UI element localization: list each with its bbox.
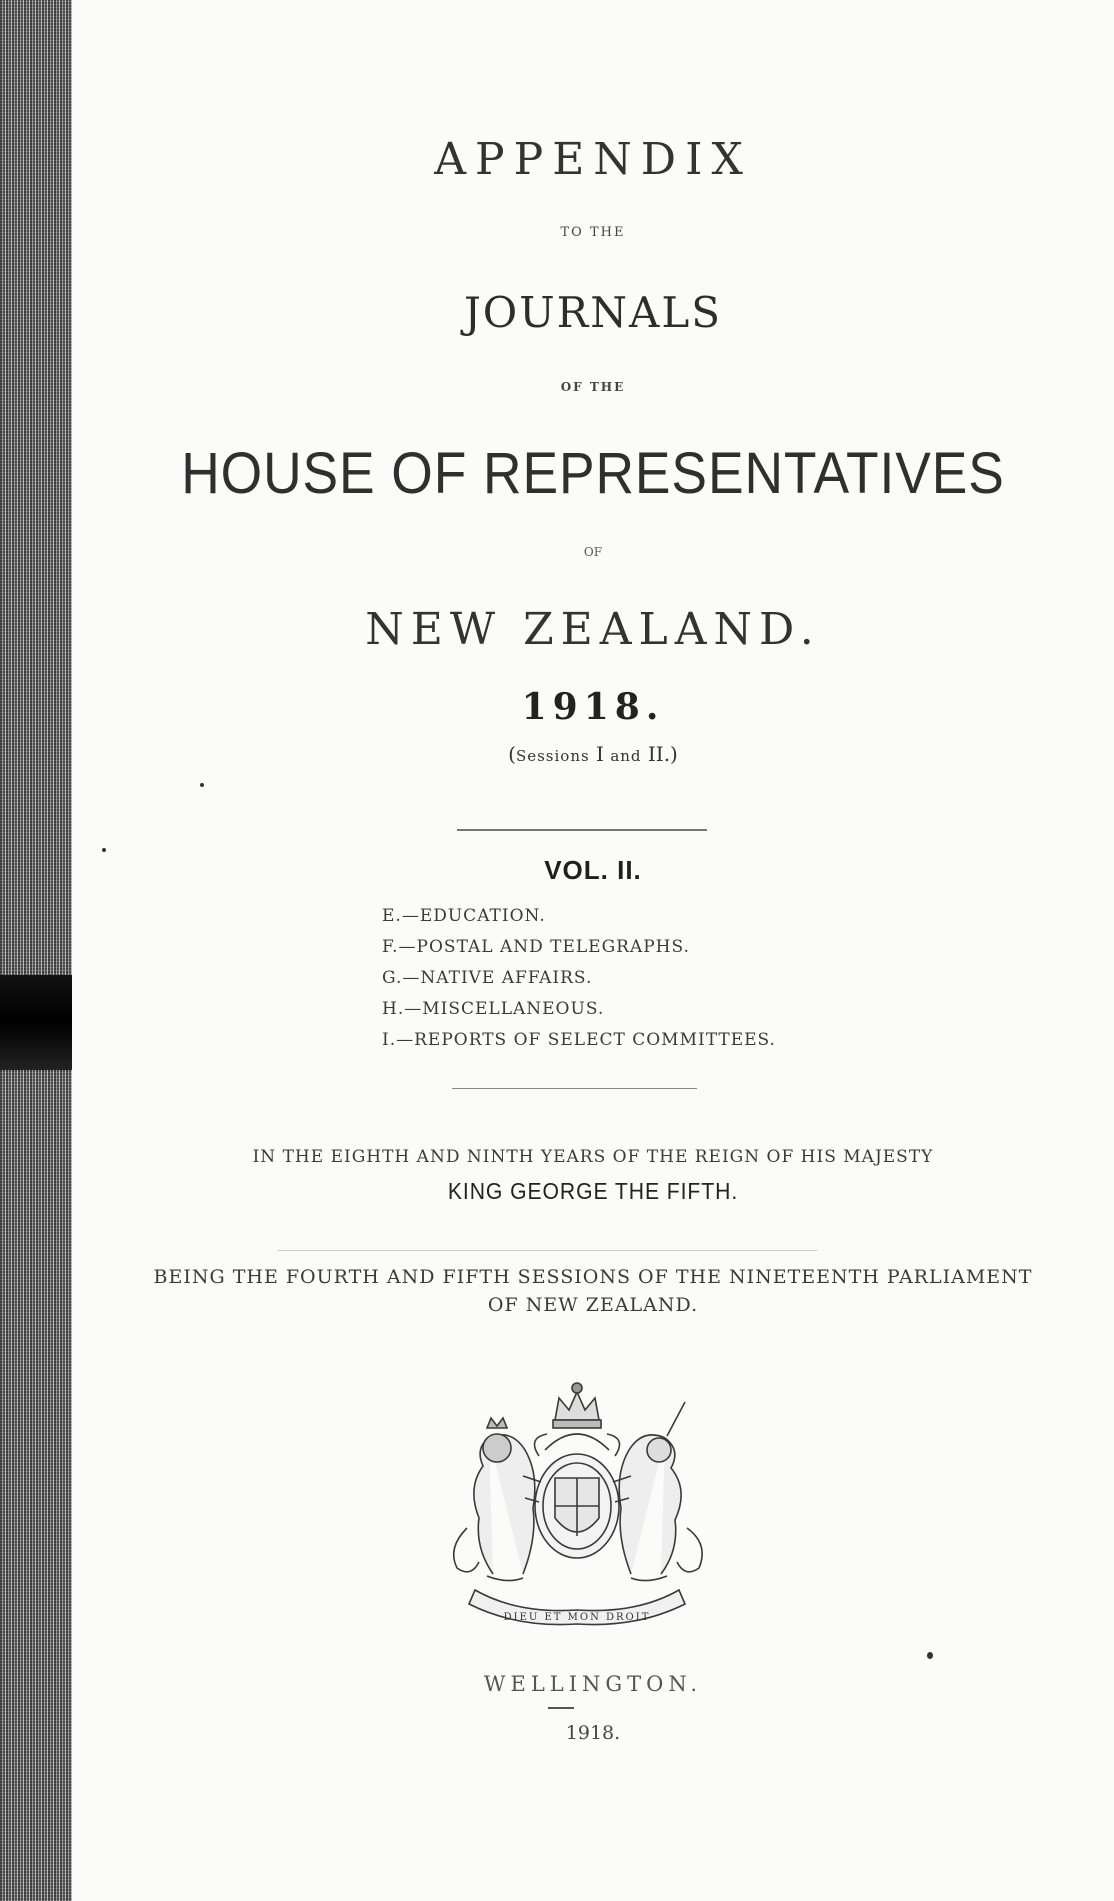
royal-coat-of-arms-icon [427, 1378, 727, 1628]
divider-rule [452, 1088, 697, 1089]
volume-label: VOL. II. [544, 855, 642, 885]
title-country: NEW ZEALAND. [365, 604, 821, 655]
sessions-word: Sessions [515, 747, 590, 765]
crest-motto: DIEU ET MON DROIT [503, 1612, 651, 1623]
contents-item: H.—MISCELLANEOUS. [382, 999, 605, 1019]
divider-rule [457, 829, 707, 831]
binding-edge [0, 0, 72, 1901]
sessions-two: II.) [641, 742, 678, 766]
ink-speck [927, 1652, 933, 1659]
imprint-year: 1918. [565, 1722, 621, 1744]
title-to-the: TO THE [560, 225, 626, 240]
sessions-open: ( [508, 742, 516, 766]
contents-item: F.—POSTAL AND TELEGRAPHS. [382, 937, 690, 957]
title-journals: JOURNALS [463, 288, 723, 337]
parliament-line: BEING THE FOURTH AND FIFTH SESSIONS OF THE NINETEENTH PARLIAMENT [153, 1266, 1033, 1288]
imprint-dash [548, 1707, 574, 1709]
faint-rule [277, 1250, 817, 1251]
contents-list [382, 906, 776, 1061]
reign-line: IN THE EIGHTH AND NINTH YEARS OF THE REIGN OF HIS MAJESTY [252, 1147, 934, 1167]
binding-shadow [0, 975, 72, 1070]
title-house: HOUSE OF REPRESENTATIVES [181, 441, 1005, 506]
title-of-the: OF THE [560, 380, 626, 394]
contents-item: I.—REPORTS OF SELECT COMMITTEES. [382, 1030, 776, 1050]
ink-speck [200, 783, 204, 787]
parliament-line-2: OF NEW ZEALAND. [487, 1294, 699, 1316]
title-year: 1918. [521, 686, 665, 728]
sessions-and: and [610, 747, 642, 765]
king-line: KING GEORGE THE FIFTH. [447, 1178, 739, 1204]
sessions-one: I [589, 742, 611, 766]
ink-speck [102, 848, 106, 852]
title-of: OF [583, 545, 603, 559]
contents-item: G.—NATIVE AFFAIRS. [382, 968, 593, 988]
sessions-line [72, 742, 1114, 766]
contents-item: E.—EDUCATION. [382, 906, 546, 926]
title-appendix: APPENDIX [434, 134, 752, 185]
title-page [72, 0, 1114, 1901]
imprint-city: WELLINGTON. [483, 1672, 703, 1696]
